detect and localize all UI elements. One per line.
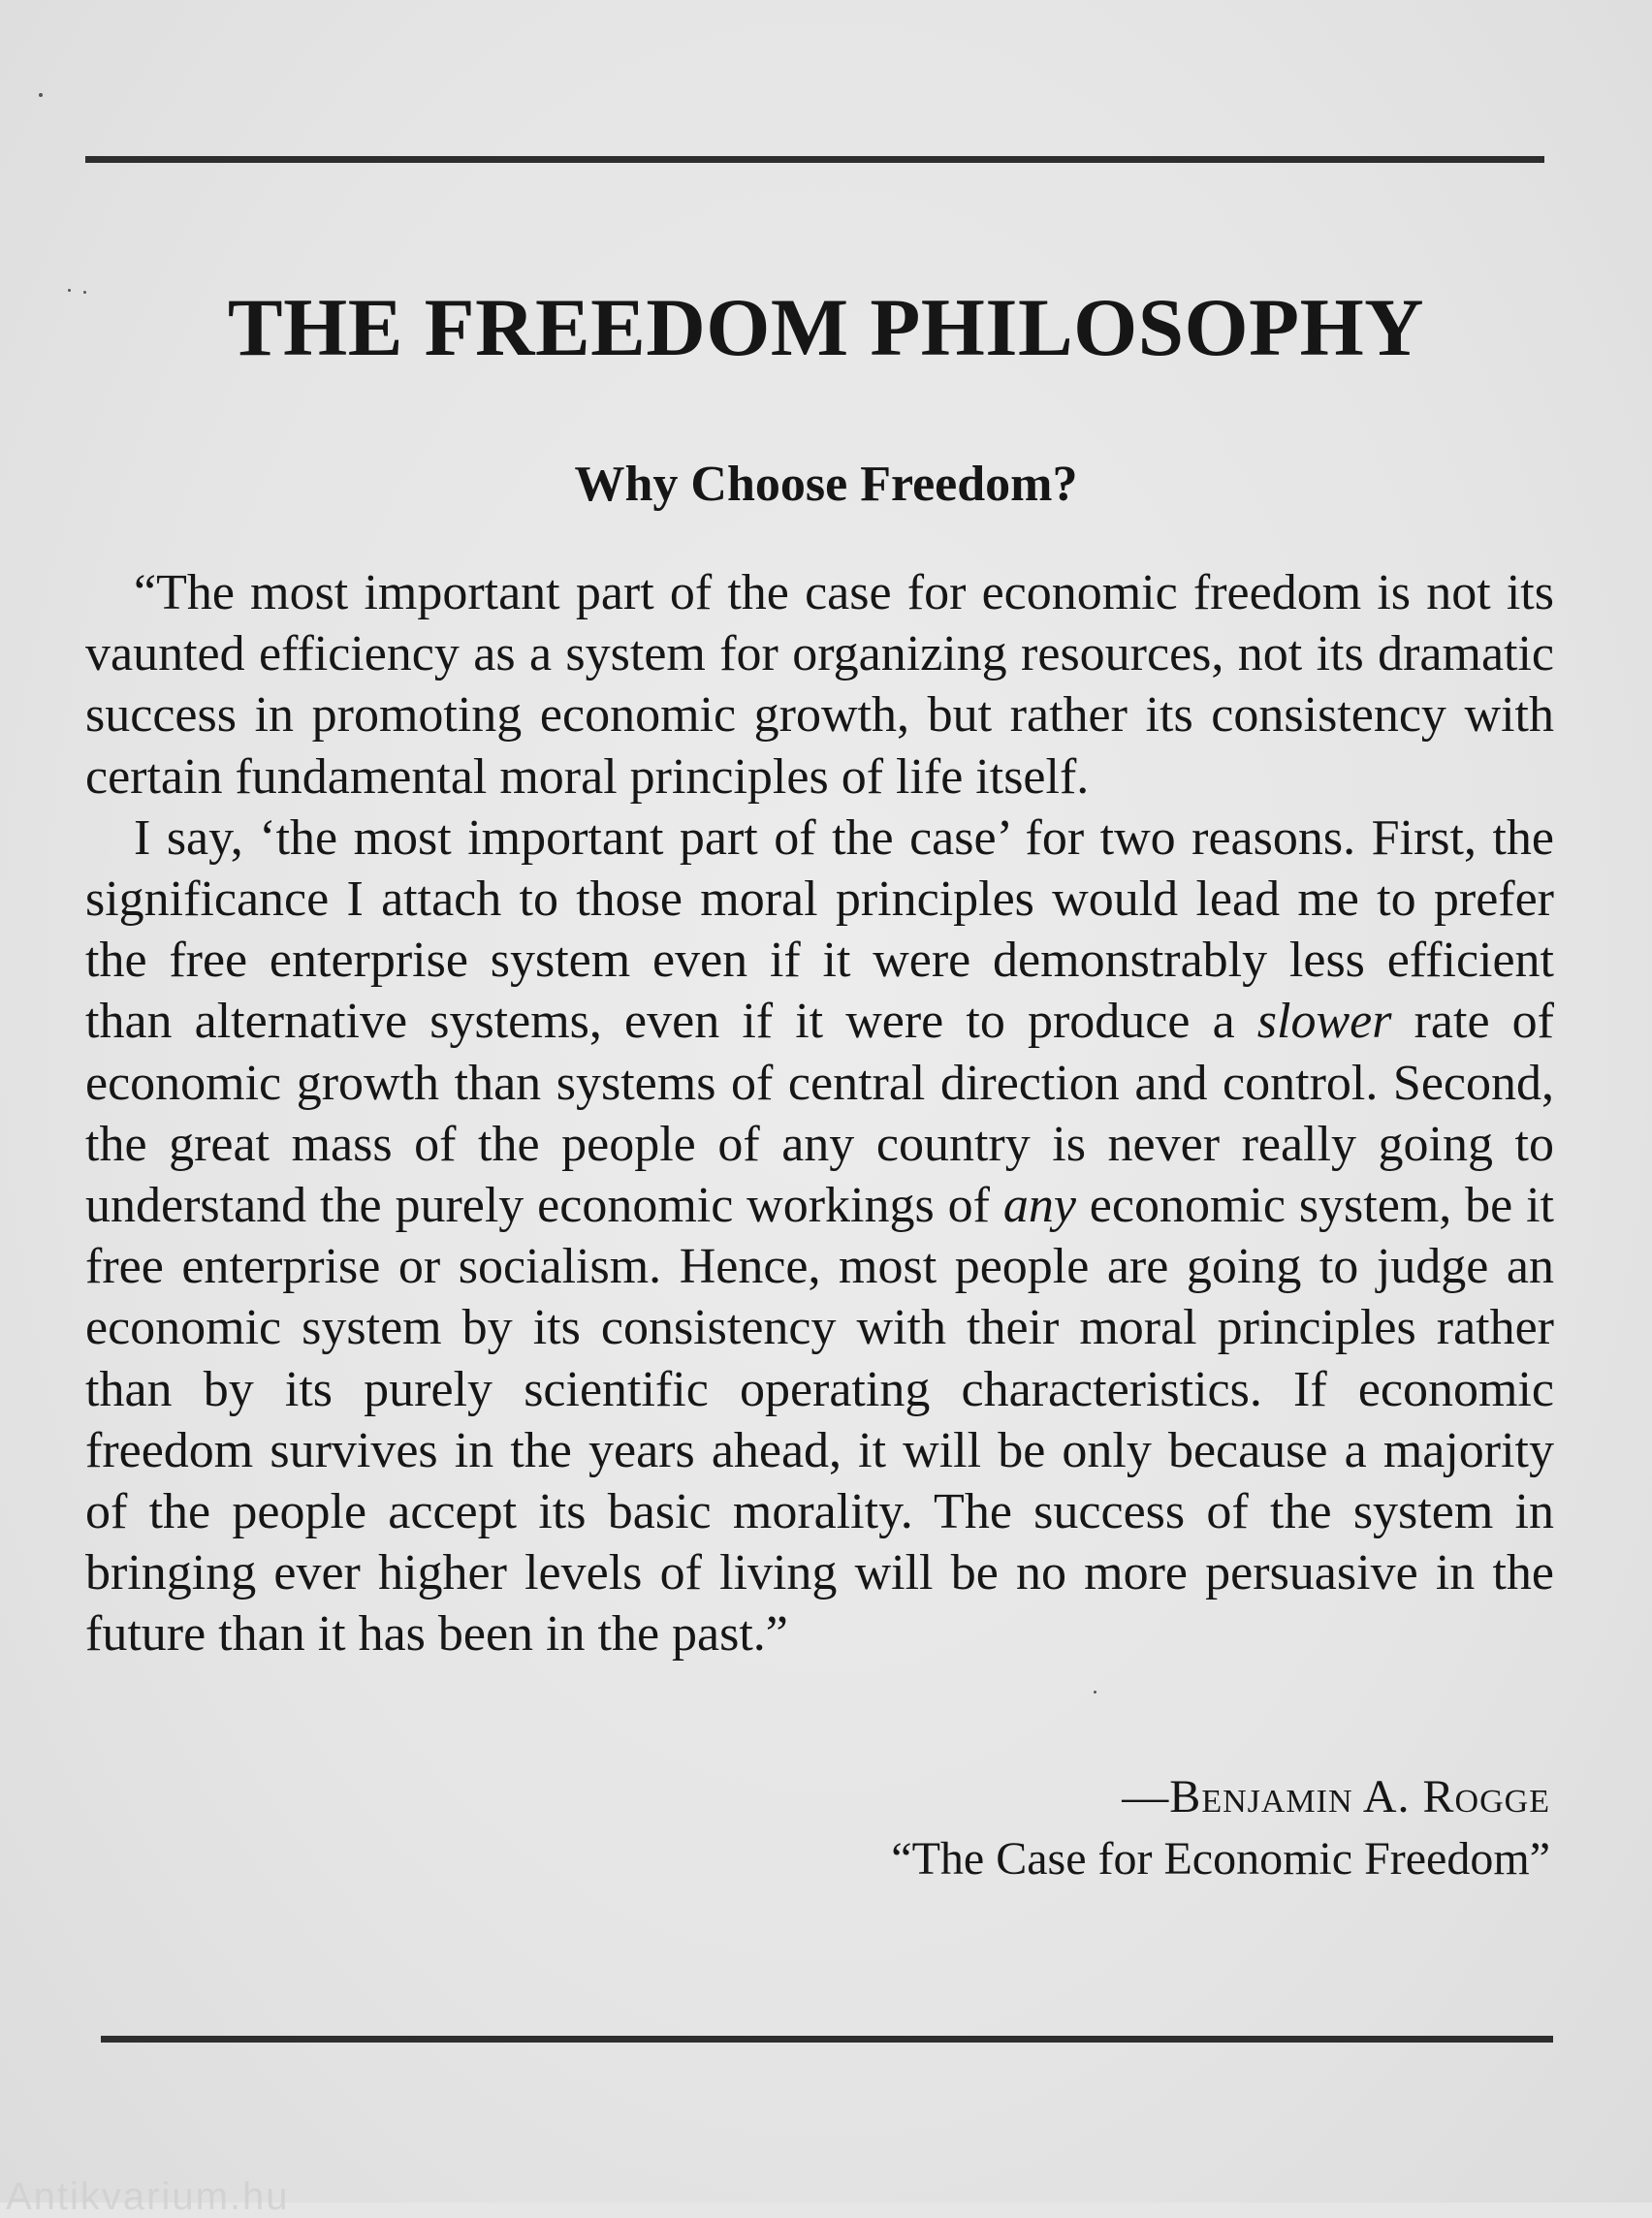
dust-speck — [68, 289, 71, 292]
attribution — [891, 1766, 1550, 1890]
quote-paragraph-1: “The most important part of the case for economic freedom is not its vaunted efficiency as a system for organizing resources, not its dramatic success in promoting economic growth, but rather its consistency with certain fundamental moral principles of life itself. — [85, 565, 1554, 805]
bottom-rule — [101, 2036, 1553, 2043]
page-subtitle: Why Choose Freedom? — [574, 457, 1078, 512]
dust-speck — [39, 93, 43, 97]
quote-block — [85, 562, 1554, 1665]
attribution-author: —Benjamin A. Rogge — [1122, 1771, 1550, 1822]
quote-emphasis-slower: slower — [1256, 994, 1392, 1050]
watermark-text: Antikvarium.hu — [6, 2175, 290, 2218]
page-title: THE FREEDOM PHILOSOPHY — [227, 282, 1425, 373]
dust-speck — [1094, 1691, 1096, 1694]
quote-paragraph-2 — [85, 808, 1554, 1665]
quote-text-segment: I say, ‘the most important part of the case’ for two reasons. First, the significance I attach to those moral principles would lead me to prefer the free enterprise system even if it were demonstrably less efficient than alternative systems, even if it were to produce a — [85, 809, 1554, 1050]
dust-speck — [83, 291, 86, 294]
attribution-source: “The Case for Economic Freedom” — [891, 1833, 1550, 1885]
quote-text-segment: economic system, be it free enterprise or socialism. Hence, most people are going to judge an economic system by its consistency with their moral principles rather than by its purely scientific operating characteristics. If economic freedom survives in the years ahead, it will be only because a majority of the people accept its basic morality. The success of the system in bringing ever higher levels of living will be no more persuasive in the future than it has been in the past.” — [85, 1178, 1554, 1663]
quote-text-segment: rate of economic growth than systems of central direction and control. Second, the great mass of the people of any country is never really going to understand the purely economic workings of — [85, 994, 1554, 1234]
top-rule — [85, 156, 1544, 163]
quote-emphasis-any: any — [1002, 1178, 1076, 1234]
